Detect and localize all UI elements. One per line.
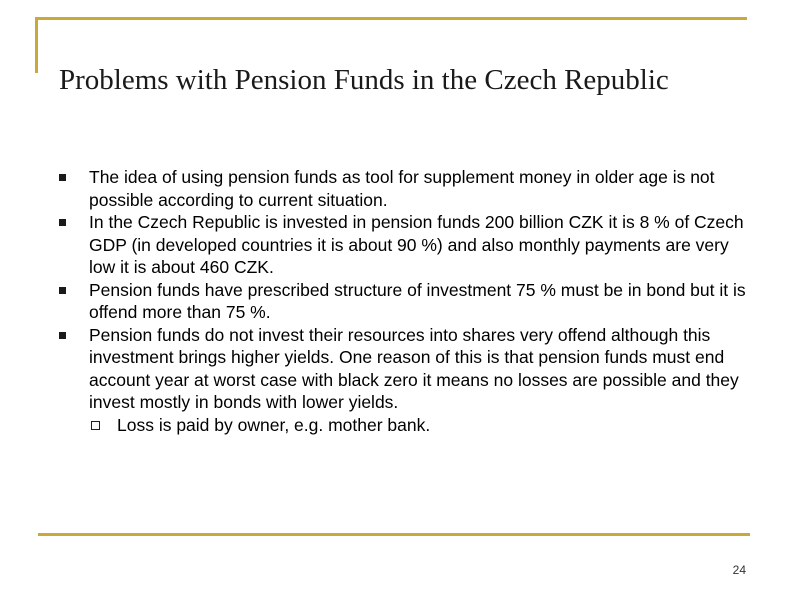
bullet-text: Pension funds have prescribed structure of investment 75 % must be in bond but it is offend more than 75 %. bbox=[89, 279, 746, 322]
square-bullet-icon bbox=[59, 287, 66, 294]
bullet-list bbox=[58, 166, 758, 436]
hollow-square-bullet-icon bbox=[91, 421, 100, 430]
bullet-text: Pension funds do not invest their resources into shares very offend although this investment brings higher yields. One reason of this is that pension funds must end account year at worst case with black zero it means no losses are possible and they invest mostly in bonds with lower yields. bbox=[89, 324, 739, 412]
frame-bottom-line bbox=[38, 533, 750, 536]
bullet-text: The idea of using pension funds as tool for supplement money in older age is not possible according to current situation. bbox=[89, 167, 715, 210]
square-bullet-icon bbox=[59, 174, 66, 181]
bullet-item bbox=[58, 279, 758, 324]
square-bullet-icon bbox=[59, 332, 66, 339]
frame-top-line bbox=[35, 17, 747, 20]
slide-title: Problems with Pension Funds in the Czech Republic bbox=[59, 64, 669, 96]
sub-bullet-item bbox=[58, 414, 758, 437]
page-number: 24 bbox=[732, 563, 746, 577]
square-bullet-icon bbox=[59, 219, 66, 226]
bullet-item bbox=[58, 324, 758, 414]
bullet-text: In the Czech Republic is invested in pension funds 200 billion CZK it is 8 % of Czech GDP (in developed countries it is about 90 %) and also monthly payments are very low it is about 460 CZK. bbox=[89, 212, 744, 277]
frame-left-line bbox=[35, 17, 38, 73]
bullet-item bbox=[58, 166, 758, 211]
sub-bullet-text: Loss is paid by owner, e.g. mother bank. bbox=[117, 414, 431, 435]
bullet-item bbox=[58, 211, 758, 279]
